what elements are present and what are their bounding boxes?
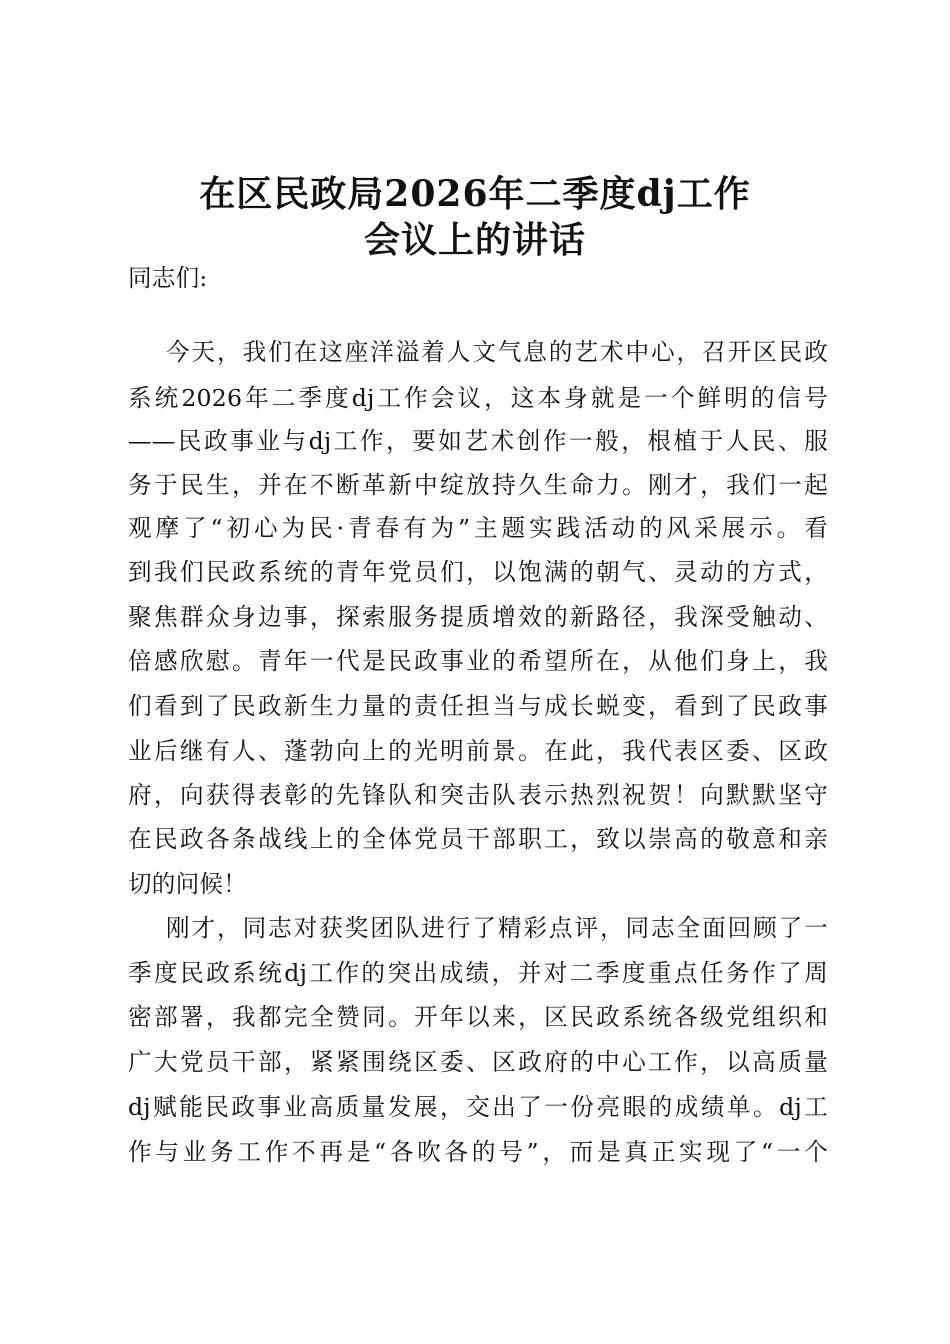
body-line: 刚才，同志对获奖团队进行了精彩点评，同志全面回顾了一 <box>166 914 828 942</box>
body-line: 聚焦群众身边事，探索服务提质增效的新路径，我深受触动、 <box>128 603 828 631</box>
document-title-line-2: 会议上的讲话 <box>363 219 586 261</box>
body-line: 业后继有人、蓬勃向上的光明前景。在此，我代表区委、区政 <box>128 737 828 765</box>
body-line: dj赋能民政事业高质量发展，交出了一份亮眼的成绩单。dj工 <box>128 1093 828 1121</box>
body-line: 务于民生，并在不断革新中绽放持久生命力。刚才，我们一起 <box>128 471 828 499</box>
body-line: 府，向获得表彰的先锋队和突击队表示热烈祝贺！向默默坚守 <box>128 781 828 809</box>
body-line: 们看到了民政新生力量的责任担当与成长蜕变，看到了民政事 <box>128 692 828 720</box>
body-line: 切的问候！ <box>128 870 247 898</box>
salutation: 同志们: <box>128 264 208 292</box>
body-line: 今天，我们在这座洋溢着人文气息的艺术中心，召开区民政 <box>166 338 828 366</box>
document-title-line-1: 在区民政局2026年二季度dj工作 <box>199 173 751 215</box>
body-line: 密部署，我都完全赞同。开年以来，区民政系统各级党组织和 <box>128 1003 828 1031</box>
body-line: 到我们民政系统的青年党员们，以饱满的朝气、灵动的方式， <box>128 558 828 586</box>
body-line: 系统2026年二季度dj工作会议，这本身就是一个鲜明的信号 <box>128 384 828 412</box>
body-line: 在民政各条战线上的全体党员干部职工，致以崇高的敬意和亲 <box>128 825 828 853</box>
body-line: 观摩了“初心为民·青春有为”主题实践活动的风采展示。看 <box>128 514 828 542</box>
body-line: 倍感欣慰。青年一代是民政事业的希望所在，从他们身上，我 <box>128 647 828 675</box>
body-line: 广大党员干部，紧紧围绕区委、区政府的中心工作，以高质量 <box>128 1048 828 1076</box>
body-line: 季度民政系统dj工作的突出成绩，并对二季度重点任务作了周 <box>128 959 828 987</box>
body-line: ——民政事业与dj工作，要如艺术创作一般，根植于人民、服 <box>128 427 828 455</box>
body-line: 作与业务工作不再是“各吹各的号”，而是真正实现了“一个 <box>128 1138 828 1166</box>
